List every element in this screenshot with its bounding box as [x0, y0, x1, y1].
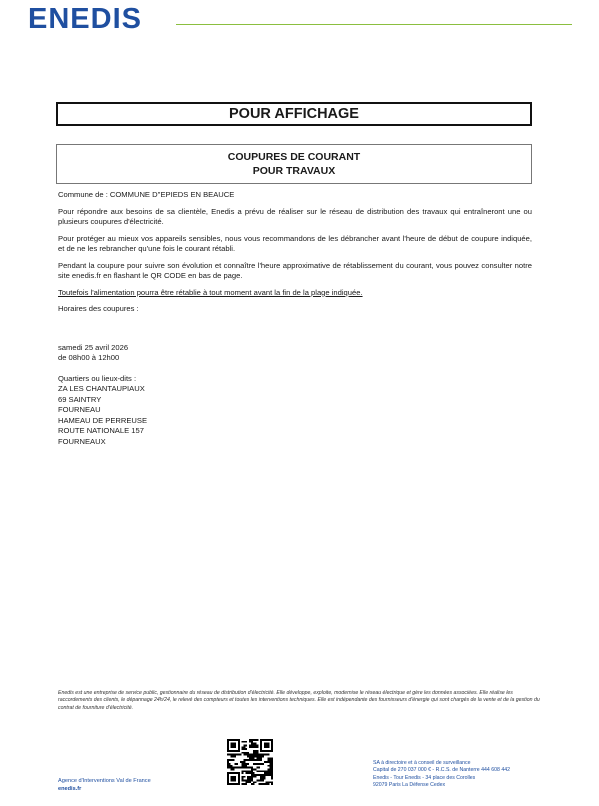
outage-date: samedi 25 avril 2026 — [58, 342, 129, 352]
footer-disclaimer: Enedis est une entreprise de service public, gestionnaire du réseau de distribution d'électricité. Elle développe, exploite, modernise le réseau électrique et gère les données associées. Elle réalise les raccordements des clients, le dépannage 24h/24, le relevé des compteurs et toutes les interventions techniques. Elle est indépendante des fournisseurs d'énergie qui sont chargés de la vente et de la gestion du contrat de fourniture d'électricité. — [58, 690, 540, 711]
notice-title-line1: COUPURES DE COURANT — [227, 151, 361, 163]
legal-line: Capital de 270 037 000 € - R.C.S. de Nanterre 444 608 442 — [373, 767, 510, 774]
display-banner — [56, 102, 532, 126]
outage-time: de 08h00 à 12h00 — [58, 353, 120, 362]
legal-line: 92079 Paris La Défense Cedex — [373, 781, 446, 788]
places-list — [58, 384, 532, 448]
notice-title-line2: POUR TRAVAUX — [252, 165, 336, 177]
banner-title: POUR AFFICHAGE — [229, 106, 359, 122]
commune-line: Commune de : COMMUNE D''EPIEDS EN BEAUCE — [58, 190, 235, 199]
list-item: ROUTE NATIONALE 157 — [58, 426, 144, 436]
legal-block — [373, 760, 510, 789]
paragraph-intro: Pour répondre aux besoins de sa clientèle, Enedis a prévu de réaliser sur le réseau de distribution des travaux qui entraîneront une ou plusieurs coupures d'électricité. — [58, 206, 532, 226]
logo-text: ENEDIS — [28, 3, 142, 35]
qr-code-image[interactable] — [227, 739, 273, 785]
list-item: HAMEAU DE PERREUSE — [58, 415, 148, 425]
paragraph-protection: Pour protéger au mieux vos appareils sensibles, nous vous recommandons de les débrancher avant l'heure de début de coupure indiquée, et de ne les rebrancher qu'une fois le courant rétabli. — [58, 233, 532, 253]
notice-body — [58, 190, 532, 448]
agency-name: Agence d'Interventions Val de France — [58, 778, 151, 784]
legal-line: SA à directoire et à conseil de surveillance — [373, 760, 471, 766]
agency-website[interactable]: enedis.fr — [58, 785, 82, 792]
paragraph-qr: Pendant la coupure pour suivre son évolution et connaître l'heure approximative de rétablissement du courant, vous pouvez consulter notre site enedis.fr en flashant le QR CODE en bas de page. — [58, 260, 532, 280]
list-item: 69 SAINTRY — [58, 394, 102, 404]
list-item: ZA LES CHANTAUPIAUX — [58, 384, 145, 393]
legal-line: Enedis - Tour Enedis - 34 place des Corolles — [373, 774, 476, 781]
notice-title-box — [56, 144, 532, 184]
list-item: FOURNEAUX — [58, 436, 106, 446]
hours-label: Horaires des coupures : — [58, 304, 139, 313]
warning-line: Toutefois l'alimentation pourra être rétablie à tout moment avant la fin de la plage indiquée. — [58, 287, 363, 297]
places-label: Quartiers ou lieux-dits : — [58, 373, 137, 383]
header-rule — [176, 24, 572, 25]
list-item: FOURNEAU — [58, 405, 101, 415]
enedis-logo — [28, 2, 142, 36]
agency-block — [58, 778, 151, 793]
